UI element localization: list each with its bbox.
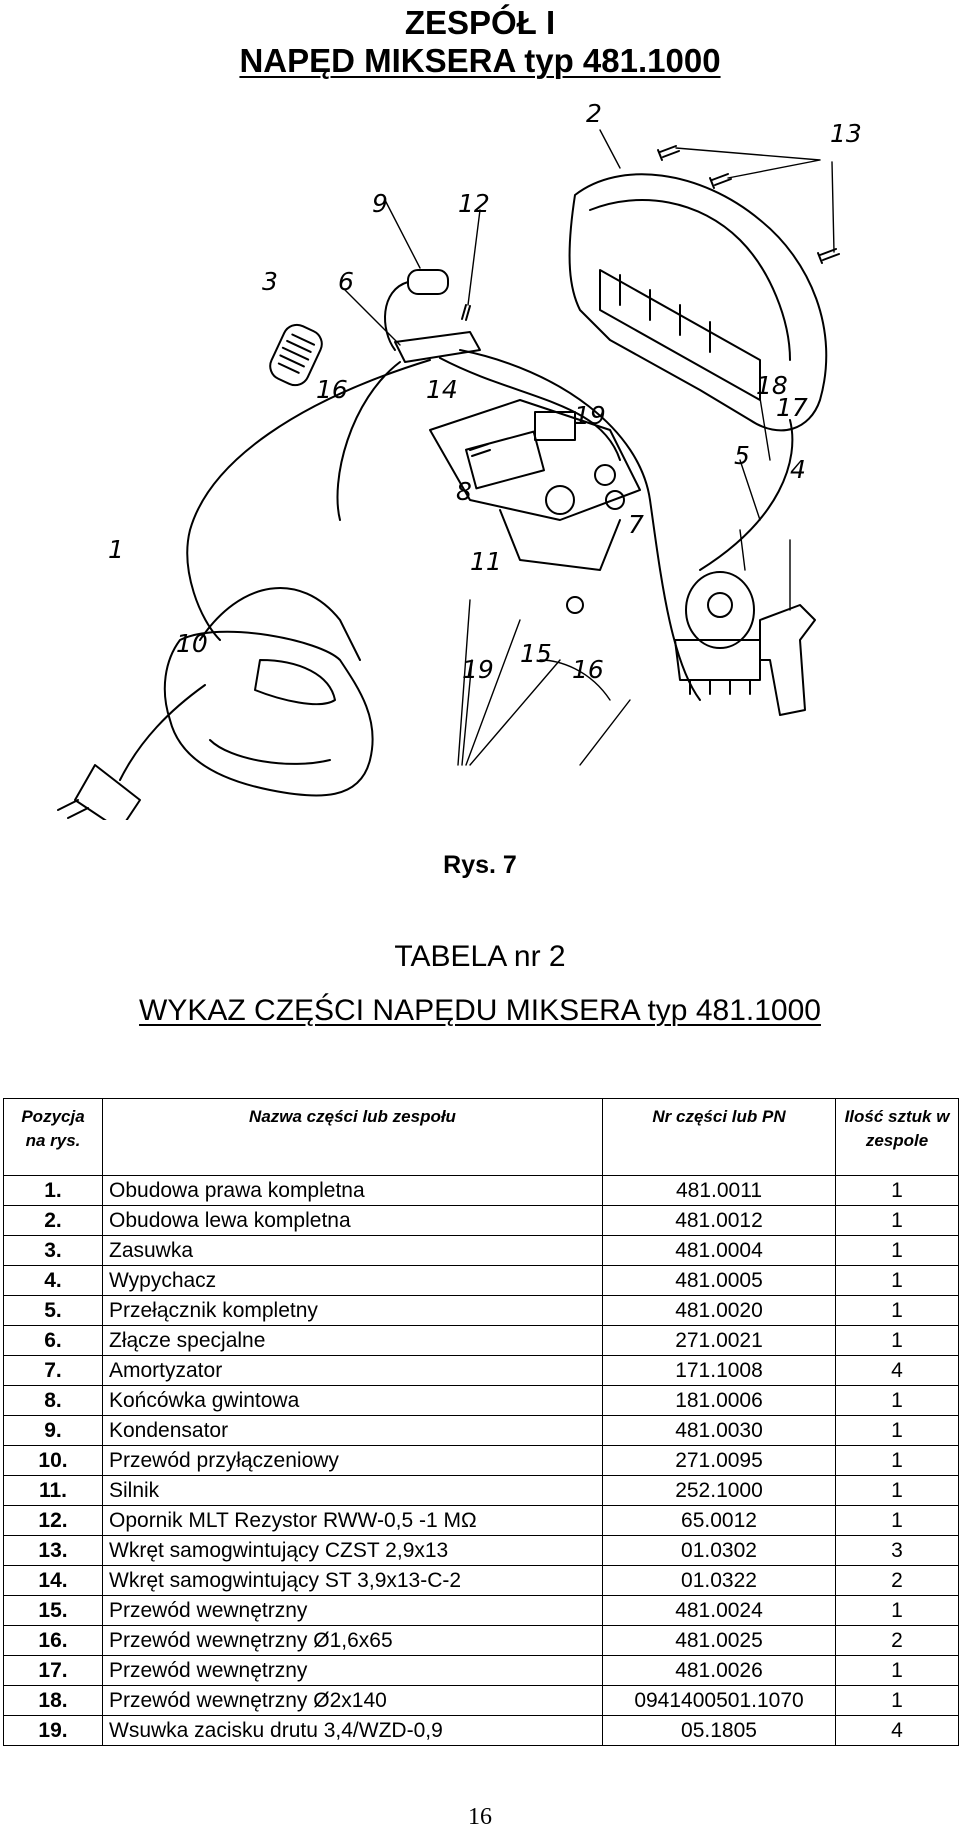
cell-quantity: 1 (836, 1686, 959, 1716)
callout-9: 9 (372, 189, 388, 218)
cell-quantity: 1 (836, 1656, 959, 1686)
cell-part-number: 481.0030 (603, 1416, 836, 1446)
cell-name: Opornik MLT Rezystor RWW-0,5 -1 MΩ (103, 1506, 603, 1536)
callout-3: 3 (262, 267, 278, 296)
callout-5: 5 (734, 441, 750, 470)
callout-16b: 16 (572, 655, 604, 684)
cell-part-number: 481.0024 (603, 1596, 836, 1626)
cell-position: 14. (4, 1566, 103, 1596)
cell-quantity: 2 (836, 1626, 959, 1656)
cell-name: Przewód wewnętrzny (103, 1596, 603, 1626)
cell-position: 2. (4, 1206, 103, 1236)
callout-18: 18 (756, 371, 788, 400)
table-row (4, 1296, 959, 1326)
cell-name: Kondensator (103, 1416, 603, 1446)
cell-part-number: 65.0012 (603, 1506, 836, 1536)
parts-table (3, 1098, 959, 1746)
cell-position: 6. (4, 1326, 103, 1356)
cell-position: 7. (4, 1356, 103, 1386)
cell-quantity: 1 (836, 1326, 959, 1356)
cell-quantity: 1 (836, 1596, 959, 1626)
header-name: Nazwa części lub zespołu (103, 1099, 603, 1176)
cell-name: Przełącznik kompletny (103, 1296, 603, 1326)
table-row (4, 1206, 959, 1236)
cell-quantity: 1 (836, 1476, 959, 1506)
callout-6: 6 (338, 267, 354, 296)
cell-quantity: 4 (836, 1356, 959, 1386)
table-row (4, 1626, 959, 1656)
plug-part (75, 765, 140, 820)
cell-part-number: 481.0011 (603, 1176, 836, 1206)
cell-quantity: 2 (836, 1566, 959, 1596)
cell-position: 16. (4, 1626, 103, 1656)
callout-7: 7 (628, 510, 644, 539)
table-row (4, 1356, 959, 1386)
header-part-number: Nr części lub PN (603, 1099, 836, 1176)
cell-quantity: 4 (836, 1716, 959, 1746)
cell-name: Wsuwka zacisku drutu 3,4/WZD-0,9 (103, 1716, 603, 1746)
cell-part-number: 252.1000 (603, 1476, 836, 1506)
cell-position: 13. (4, 1536, 103, 1566)
cell-quantity: 1 (836, 1266, 959, 1296)
table-title-text: WYKAZ CZĘŚCI NAPĘDU MIKSERA typ 481.1000 (139, 994, 821, 1027)
cell-position: 4. (4, 1266, 103, 1296)
callout-12: 12 (458, 189, 490, 218)
resistor-part (462, 305, 470, 320)
callout-4: 4 (790, 455, 806, 484)
cell-part-number: 481.0025 (603, 1626, 836, 1656)
table-row (4, 1476, 959, 1506)
cell-name: Przewód przyłączeniowy (103, 1446, 603, 1476)
callout-16: 16 (316, 375, 348, 404)
cell-part-number: 481.0020 (603, 1296, 836, 1326)
callout-17: 17 (776, 393, 808, 422)
table-row (4, 1716, 959, 1746)
header-quantity: Ilość sztuk w zespole (836, 1099, 959, 1176)
figure-caption: Rys. 7 (443, 851, 517, 879)
cell-name: Wypychacz (103, 1266, 603, 1296)
callout-14: 14 (426, 375, 458, 404)
callout-15: 15 (520, 639, 552, 668)
table-row (4, 1416, 959, 1446)
callout-19b: 19 (462, 655, 494, 684)
switch-part (675, 572, 760, 694)
cell-name: Przewód wewnętrzny Ø1,6x65 (103, 1626, 603, 1656)
cell-quantity: 1 (836, 1176, 959, 1206)
cell-quantity: 1 (836, 1386, 959, 1416)
callout-1: 1 (108, 535, 124, 564)
callout-10: 10 (176, 629, 208, 658)
table-number: TABELA nr 2 (394, 940, 566, 973)
cell-position: 9. (4, 1416, 103, 1446)
cell-name: Zasuwka (103, 1236, 603, 1266)
cell-part-number: 0941400501.1070 (603, 1686, 836, 1716)
callout-8: 8 (456, 477, 472, 506)
cell-name: Obudowa lewa kompletna (103, 1206, 603, 1236)
table-row (4, 1446, 959, 1476)
cell-position: 5. (4, 1296, 103, 1326)
cell-part-number: 271.0095 (603, 1446, 836, 1476)
cell-name: Wkręt samogwintujący CZST 2,9x13 (103, 1536, 603, 1566)
table-row (4, 1536, 959, 1566)
cell-part-number: 181.0006 (603, 1386, 836, 1416)
cell-position: 8. (4, 1386, 103, 1416)
cell-part-number: 05.1805 (603, 1716, 836, 1746)
cell-name: Przewód wewnętrzny Ø2x140 (103, 1686, 603, 1716)
cell-part-number: 481.0004 (603, 1236, 836, 1266)
table-row (4, 1656, 959, 1686)
callout-2: 2 (586, 100, 602, 128)
power-cord-part (120, 685, 205, 780)
cell-part-number: 01.0322 (603, 1566, 836, 1596)
table-row (4, 1326, 959, 1356)
table-row (4, 1176, 959, 1206)
cell-position: 12. (4, 1506, 103, 1536)
cell-position: 1. (4, 1176, 103, 1206)
header-position: Pozycja na rys. (4, 1099, 103, 1176)
exploded-view-drawing (0, 100, 960, 820)
heading-drive (0, 42, 960, 80)
capacitor-part (408, 270, 448, 294)
cell-position: 19. (4, 1716, 103, 1746)
callout-13: 13 (830, 119, 862, 148)
table-title (0, 994, 960, 1028)
connector-part (395, 332, 480, 362)
cell-part-number: 271.0021 (603, 1326, 836, 1356)
cell-name: Złącze specjalne (103, 1326, 603, 1356)
table-row (4, 1686, 959, 1716)
cell-name: Amortyzator (103, 1356, 603, 1386)
callout-11: 11 (470, 547, 502, 576)
screw-part (658, 146, 839, 263)
cell-part-number: 171.1008 (603, 1356, 836, 1386)
table-row (4, 1506, 959, 1536)
cell-quantity: 1 (836, 1416, 959, 1446)
page-number: 16 (468, 1804, 492, 1830)
cell-position: 18. (4, 1686, 103, 1716)
heading-assembly: ZESPÓŁ I (404, 4, 556, 41)
table-row (4, 1266, 959, 1296)
cell-quantity: 3 (836, 1536, 959, 1566)
cell-quantity: 1 (836, 1206, 959, 1236)
cell-name: Końcówka gwintowa (103, 1386, 603, 1416)
table-header-row (4, 1099, 959, 1176)
cell-quantity: 1 (836, 1506, 959, 1536)
table-row (4, 1596, 959, 1626)
cell-quantity: 1 (836, 1236, 959, 1266)
cell-part-number: 481.0012 (603, 1206, 836, 1236)
cell-position: 15. (4, 1596, 103, 1626)
cell-position: 11. (4, 1476, 103, 1506)
cell-name: Wkręt samogwintujący ST 3,9x13-C-2 (103, 1566, 603, 1596)
cell-name: Przewód wewnętrzny (103, 1656, 603, 1686)
cell-part-number: 481.0026 (603, 1656, 836, 1686)
cell-part-number: 481.0005 (603, 1266, 836, 1296)
cell-position: 10. (4, 1446, 103, 1476)
cell-quantity: 1 (836, 1446, 959, 1476)
cell-name: Silnik (103, 1476, 603, 1506)
table-row (4, 1386, 959, 1416)
cell-part-number: 01.0302 (603, 1536, 836, 1566)
heading-drive-text: NAPĘD MIKSERA typ 481.1000 (239, 42, 721, 79)
cell-position: 17. (4, 1656, 103, 1686)
motor-assembly-part (430, 400, 640, 613)
ejector-part (760, 605, 815, 715)
table-row (4, 1566, 959, 1596)
cell-quantity: 1 (836, 1296, 959, 1326)
cell-position: 3. (4, 1236, 103, 1266)
cell-name: Obudowa prawa kompletna (103, 1176, 603, 1206)
table-row (4, 1236, 959, 1266)
callout-19: 19 (574, 401, 606, 430)
